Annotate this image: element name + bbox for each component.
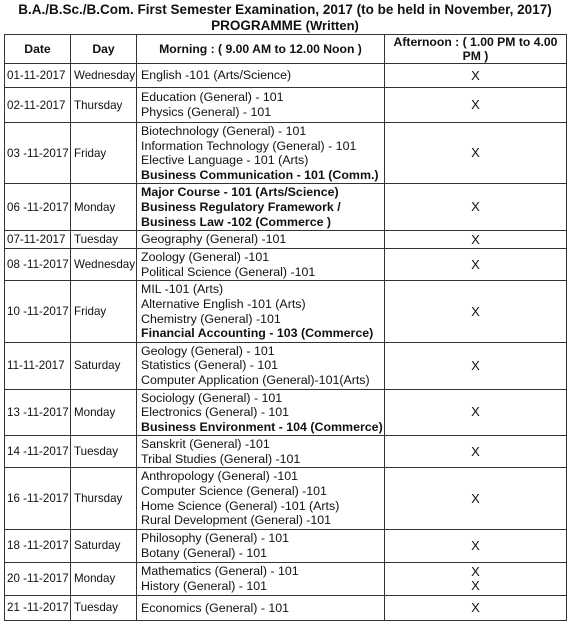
exam-date: 01-11-2017 xyxy=(5,64,71,88)
subject-name: Chemistry (General) -101 xyxy=(141,311,281,326)
exam-date: 08 -11-2017 xyxy=(5,249,71,281)
subject-name: Zoology (General) -101 xyxy=(141,250,270,265)
afternoon-slot xyxy=(385,436,567,468)
no-exam-mark: X xyxy=(471,256,480,272)
no-exam-mark: X xyxy=(471,199,480,215)
morning-subjects xyxy=(137,281,385,342)
exam-date: 21 -11-2017 xyxy=(5,595,71,620)
exam-date: 13 -11-2017 xyxy=(5,389,71,436)
column-header-afternoon: Afternoon : ( 1.00 PM to 4.00 PM ) xyxy=(385,35,567,64)
exam-date: 02-11-2017 xyxy=(5,88,71,123)
subject-name: Financial Accounting - 103 (Commerce) xyxy=(141,326,374,341)
subject-name: Political Science (General) -101 xyxy=(141,264,316,279)
table-row xyxy=(5,529,567,562)
table-row xyxy=(5,436,567,468)
exam-day: Monday xyxy=(71,389,137,436)
subject-name: Economics (General) - 101 xyxy=(141,600,290,615)
no-exam-mark: X xyxy=(471,537,480,553)
afternoon-slot xyxy=(385,281,567,342)
afternoon-slot xyxy=(385,342,567,389)
subject-name: Alternative English -101 (Arts) xyxy=(141,296,306,311)
exam-day: Friday xyxy=(71,123,137,184)
afternoon-slot xyxy=(385,595,567,620)
exam-date: 06 -11-2017 xyxy=(5,184,71,231)
subject-name: Business Communication - 101 (Comm.) xyxy=(141,167,379,182)
exam-schedule-table xyxy=(4,34,567,621)
exam-date: 18 -11-2017 xyxy=(5,529,71,562)
afternoon-slot xyxy=(385,562,567,595)
morning-subjects xyxy=(137,88,385,123)
exam-date: 20 -11-2017 xyxy=(5,562,71,595)
subject-name: Biotechnology (General) - 101 xyxy=(141,124,307,138)
exam-day: Saturday xyxy=(71,342,137,389)
exam-day: Wednesday xyxy=(71,64,137,88)
subject-name: History (General) - 101 xyxy=(141,578,268,593)
table-row xyxy=(5,249,567,281)
table-row xyxy=(5,123,567,184)
column-header-date: Date xyxy=(5,35,71,64)
morning-subjects xyxy=(137,184,385,231)
no-exam-mark: X xyxy=(471,599,480,615)
subject-name: Electronics (General) - 101 xyxy=(141,405,290,420)
no-exam-mark: X xyxy=(471,145,480,161)
subject-name: Sociology (General) - 101 xyxy=(141,390,283,405)
table-row xyxy=(5,231,567,249)
programme-label: PROGRAMME xyxy=(211,18,302,33)
subject-name: MIL -101 (Arts) xyxy=(141,282,224,297)
table-row xyxy=(5,342,567,389)
subject-name: Education (General) - 101 xyxy=(141,90,284,105)
afternoon-slot xyxy=(385,184,567,231)
table-row xyxy=(5,468,567,529)
table-row xyxy=(5,389,567,436)
exam-day: Monday xyxy=(71,562,137,595)
exam-date: 07-11-2017 xyxy=(5,231,71,249)
exam-day: Tuesday xyxy=(71,231,137,249)
table-row xyxy=(5,64,567,88)
table-row xyxy=(5,184,567,231)
morning-subjects xyxy=(137,562,385,595)
afternoon-slot xyxy=(385,249,567,281)
morning-subjects xyxy=(137,231,385,249)
subject-name: Computer Science (General) -101 xyxy=(141,484,327,499)
exam-day: Friday xyxy=(71,281,137,342)
exam-date: 03 -11-2017 xyxy=(5,123,71,184)
no-exam-mark: X xyxy=(471,67,480,83)
exam-day: Wednesday xyxy=(71,249,137,281)
afternoon-slot xyxy=(385,88,567,123)
morning-subjects xyxy=(137,123,385,184)
exam-day: Tuesday xyxy=(71,436,137,468)
subject-name: Anthropology (General) -101 xyxy=(141,469,299,484)
programme-type: (Written) xyxy=(305,18,359,33)
afternoon-slot xyxy=(385,468,567,529)
subject-name: English -101 (Arts/Science) xyxy=(141,68,292,83)
morning-subjects xyxy=(137,595,385,620)
subject-name: Geology (General) - 101 xyxy=(141,343,275,358)
table-body xyxy=(5,64,567,621)
exam-date: 14 -11-2017 xyxy=(5,436,71,468)
afternoon-slot xyxy=(385,389,567,436)
title-line-2 xyxy=(0,18,570,34)
table-row xyxy=(5,595,567,620)
exam-date: 10 -11-2017 xyxy=(5,281,71,342)
afternoon-slot xyxy=(385,231,567,249)
no-exam-mark: X xyxy=(471,357,480,373)
subject-name: Botany (General) - 101 xyxy=(141,545,268,560)
no-exam-mark: X xyxy=(471,303,480,319)
title-line-1: B.A./B.Sc./B.Com. First Semester Examination, 2017 (to be held in November, 2017) xyxy=(18,2,552,17)
table-header-row xyxy=(5,35,567,64)
no-exam-mark: X xyxy=(471,490,480,506)
subject-name: Home Science (General) -101 (Arts) xyxy=(141,498,340,513)
morning-subjects xyxy=(137,436,385,468)
column-header-day: Day xyxy=(71,35,137,64)
morning-subjects xyxy=(137,468,385,529)
no-exam-mark: X xyxy=(471,563,480,579)
exam-day: Thursday xyxy=(71,88,137,123)
morning-subjects xyxy=(137,529,385,562)
exam-day: Tuesday xyxy=(71,595,137,620)
subject-name: Sanskrit (General) -101 xyxy=(141,437,270,452)
exam-date: 16 -11-2017 xyxy=(5,468,71,529)
no-exam-mark: X xyxy=(471,97,480,112)
table-row xyxy=(5,88,567,123)
exam-day: Monday xyxy=(71,184,137,231)
table-row xyxy=(5,562,567,595)
morning-subjects xyxy=(137,64,385,88)
morning-subjects xyxy=(137,389,385,436)
exam-title xyxy=(0,2,570,34)
subject-name: Business Environment - 104 (Commerce) xyxy=(141,419,383,434)
no-exam-mark: X xyxy=(471,577,480,593)
subject-name: Philosophy (General) - 101 xyxy=(141,531,290,546)
no-exam-mark: X xyxy=(471,404,480,420)
subject-name: Rural Development (General) -101 xyxy=(141,513,332,528)
afternoon-slot xyxy=(385,529,567,562)
subject-name: Tribal Studies (General) -101 xyxy=(141,451,301,466)
subject-name: Computer Application (General)-101(Arts) xyxy=(141,372,370,387)
exam-date: 11-11-2017 xyxy=(5,342,71,389)
subject-name: Statistics (General) - 101 xyxy=(141,358,279,373)
subject-name: Major Course - 101 (Arts/Science) xyxy=(141,185,339,200)
morning-subjects xyxy=(137,249,385,281)
afternoon-slot xyxy=(385,64,567,88)
subject-name: Elective Language - 101 (Arts) xyxy=(141,153,309,168)
table-row xyxy=(5,281,567,342)
subject-name: Information Technology (General) - 101 xyxy=(141,138,357,153)
column-header-morning: Morning : ( 9.00 AM to 12.00 Noon ) xyxy=(137,35,385,64)
no-exam-mark: X xyxy=(471,443,480,459)
no-exam-mark: X xyxy=(471,231,480,247)
subject-name: Physics (General) - 101 xyxy=(141,105,272,119)
exam-day: Thursday xyxy=(71,468,137,529)
exam-day: Saturday xyxy=(71,529,137,562)
afternoon-slot xyxy=(385,123,567,184)
subject-name: Business Regulatory Framework / xyxy=(141,199,341,214)
subject-name: Business Law -102 (Commerce ) xyxy=(141,214,332,229)
subject-name: Geography (General) -101 xyxy=(141,232,287,247)
subject-name: Mathematics (General) - 101 xyxy=(141,564,299,579)
morning-subjects xyxy=(137,342,385,389)
